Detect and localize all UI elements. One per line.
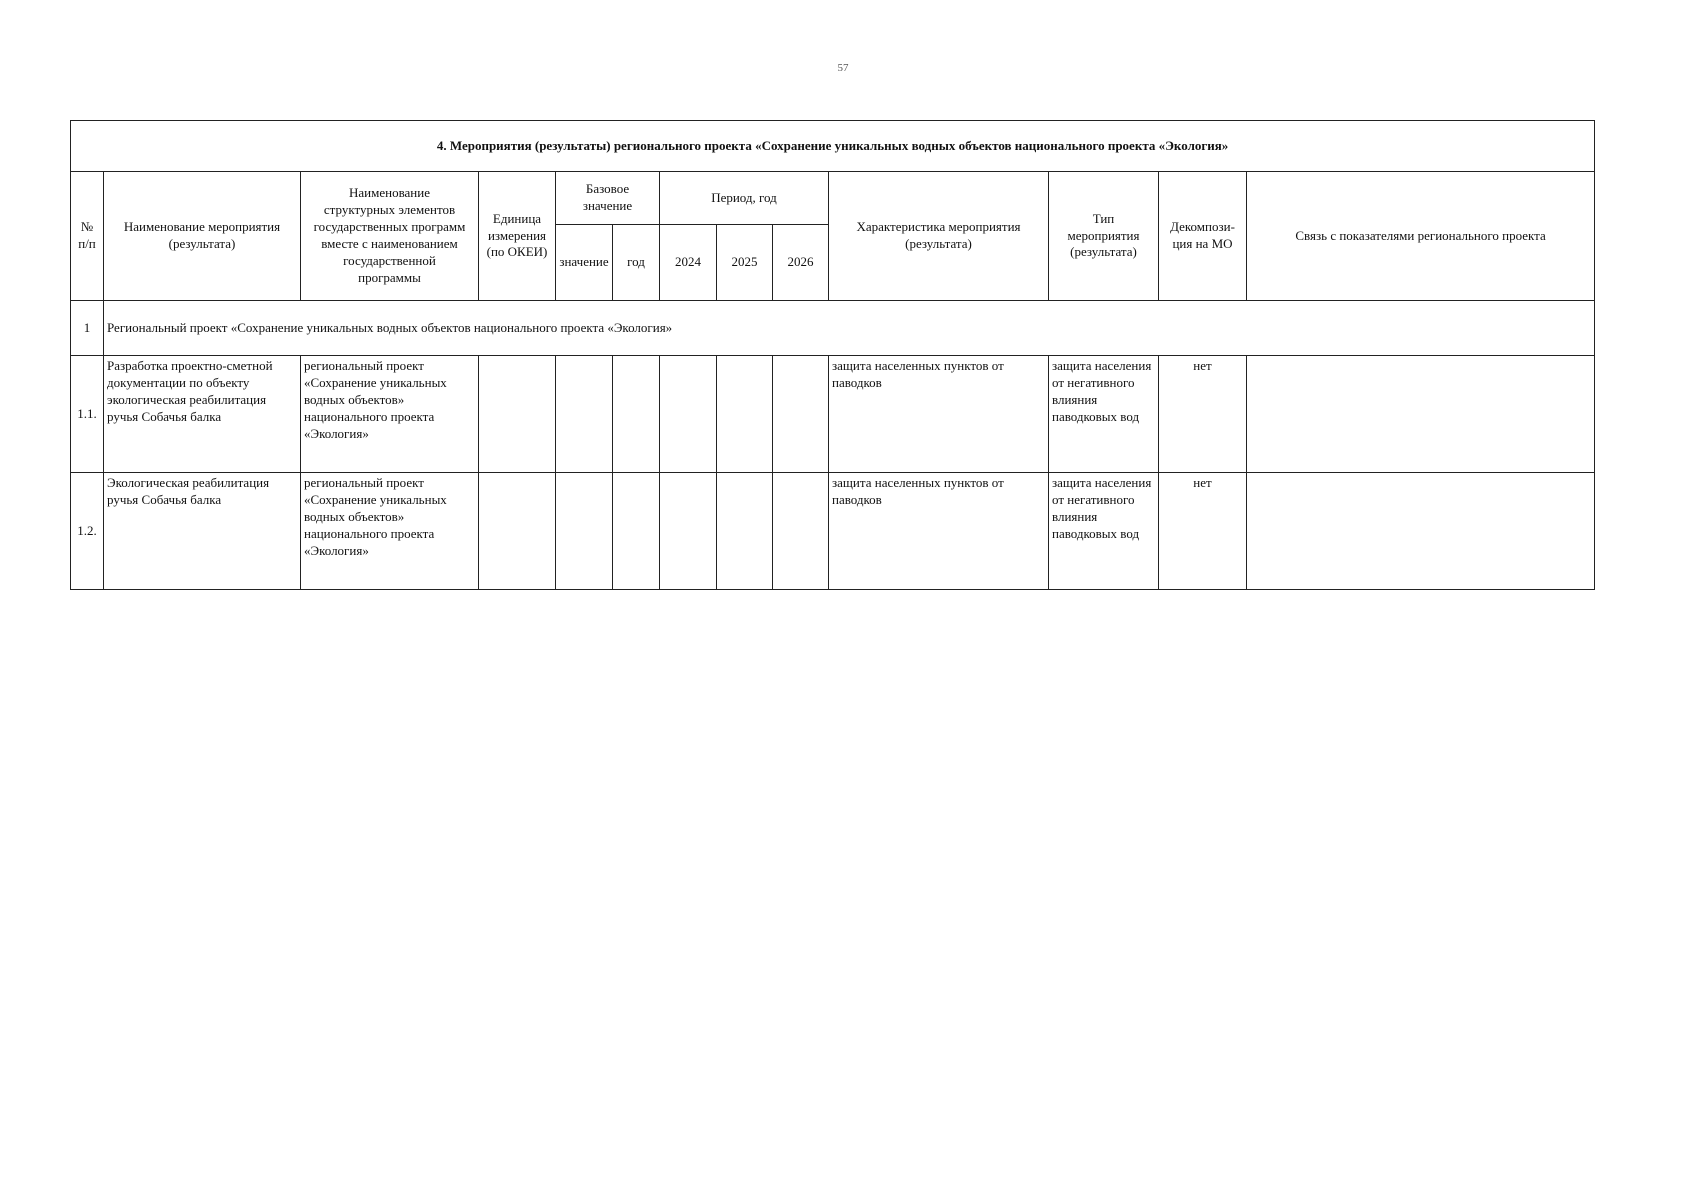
header-year-2025: 2025 [717,225,773,301]
row-decomposition: нет [1159,356,1247,473]
row-base-value [556,473,613,590]
row-structural-element: региональный проект «Сохранение уникальных водных объектов» национального проекта «Экология» [301,356,479,473]
row-decomposition: нет [1159,473,1247,590]
header-num: № п/п [71,172,104,301]
row-unit [479,356,556,473]
row-year-2026 [773,356,829,473]
section-number: 1 [71,301,104,356]
row-type: защита населения от негативного влияния паводковых вод [1049,356,1159,473]
row-link [1247,356,1595,473]
header-characteristic: Характеристика мероприятия (результата) [829,172,1049,301]
row-base-year [613,473,660,590]
row-characteristic: защита населенных пунктов от паводков [829,356,1049,473]
row-characteristic: защита населенных пунктов от паводков [829,473,1049,590]
row-type: защита населения от негативного влияния паводковых вод [1049,473,1159,590]
header-link: Связь с показателями регионального проекта [1247,172,1595,301]
row-base-year [613,356,660,473]
header-year-2024: 2024 [660,225,717,301]
events-table [70,120,1595,590]
row-structural-element: региональный проект «Сохранение уникальных водных объектов» национального проекта «Экология» [301,473,479,590]
page-number: 57 [837,62,849,74]
header-base-value-year: год [613,225,660,301]
row-number: 1.2. [71,473,104,590]
header-structural-elements: Наименование структурных элементов государственных программ вместе с наименованием государственной программы [301,172,479,301]
row-link [1247,473,1595,590]
row-year-2024 [660,356,717,473]
row-base-value [556,356,613,473]
header-base-value: Базовое значение [556,172,660,225]
section-title: Региональный проект «Сохранение уникальных водных объектов национального проекта «Экология» [104,301,1595,356]
row-number: 1.1. [71,356,104,473]
row-year-2025 [717,473,773,590]
header-base-value-value: значение [556,225,613,301]
row-year-2026 [773,473,829,590]
header-unit: Единица измерения (по ОКЕИ) [479,172,556,301]
header-event-name: Наименование мероприятия (результата) [104,172,301,301]
section-row [71,301,1595,356]
table-row [71,473,1595,590]
table-title: 4. Мероприятия (результаты) регионального проекта «Сохранение уникальных водных объектов национального проекта «Экология» [71,121,1595,172]
header-decomposition: Декомпози- ция на МО [1159,172,1247,301]
table-row [71,356,1595,473]
row-event-name: Экологическая реабилитация ручья Собачья балка [104,473,301,590]
header-year-2026: 2026 [773,225,829,301]
row-event-name: Разработка проектно-сметной документации по объекту экологическая реабилитация ручья Собачья балка [104,356,301,473]
row-year-2025 [717,356,773,473]
row-unit [479,473,556,590]
header-type: Тип мероприятия (результата) [1049,172,1159,301]
row-year-2024 [660,473,717,590]
header-period: Период, год [660,172,829,225]
